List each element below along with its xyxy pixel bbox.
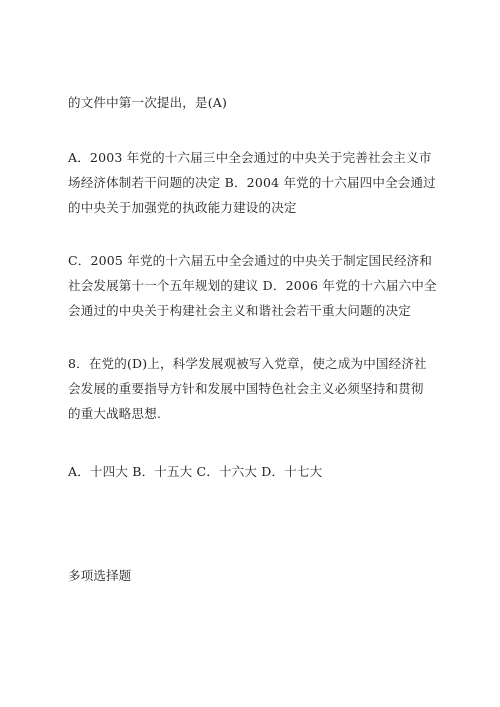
section-heading [68, 563, 440, 588]
text-line: 的重大战略思想. [68, 406, 162, 421]
text-line: 的文件中第一次提出，是(A) [68, 95, 228, 110]
text-line: 社会发展第十一个五年规划的建议 D．2006 年党的十六届六中全 [68, 278, 437, 293]
text-line: 的中央关于加强党的执政能力建设的决定 [68, 200, 297, 215]
question-8-options [68, 459, 440, 484]
text-line: 场经济体制若干问题的决定 B．2004 年党的十六届四中全会通过 [68, 175, 436, 190]
text-line: 会通过的中央关于构建社会主义和谐社会若干重大问题的决定 [68, 303, 411, 318]
section-heading-text: 多项选择题 [68, 568, 132, 583]
answer-options-c-d [68, 248, 440, 323]
text-line: A．2003 年党的十六届三中全会通过的中央关于完善社会主义市 [68, 150, 432, 165]
text-line: A．十四大 B．十五大 C．十六大 D．十七大 [68, 464, 323, 479]
answer-options-a-b [68, 145, 440, 220]
question-8 [68, 351, 440, 426]
text-line: 8．在党的(D)上，科学发展观被写入党章，使之成为中国经济社 [68, 356, 427, 371]
text-line: 会发展的重要指导方针和发展中国特色社会主义必须坚持和贯彻 [68, 381, 424, 396]
text-line: C．2005 年党的十六届五中全会通过的中央关于制定国民经济和 [68, 253, 433, 268]
question-intro-line [68, 90, 440, 115]
